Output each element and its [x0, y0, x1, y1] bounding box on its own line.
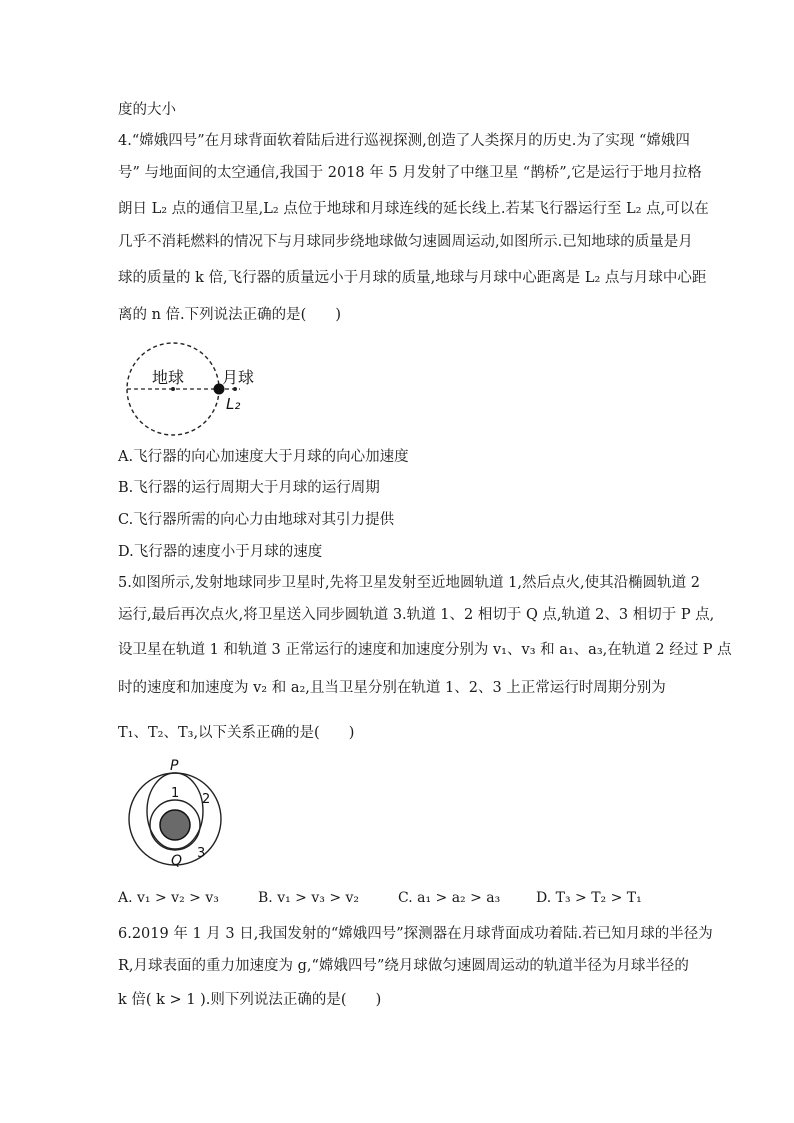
earth-center-dot: [171, 387, 175, 391]
q6-line-3: k 倍( k > 1 ).则下列说法正确的是( ): [118, 992, 382, 1008]
earth-label: 地球: [152, 368, 185, 387]
q5-option-b: B. v₁ > v₃ > v₂: [258, 890, 360, 906]
top-fragment: 度的大小: [118, 102, 176, 118]
moon-label: 月球: [222, 368, 255, 387]
l2-label: L₂: [226, 395, 241, 413]
q4-line-4: 几乎不消耗燃料的情况下与月球同步绕地球做匀速圆周运动,如图所示.已知地球的质量是月: [118, 234, 693, 250]
q5-line-2: 运行,最后再次点火,将卫星送入同步圆轨道 3.轨道 1、2 相切于 Q 点,轨道 2、3 相切于 P 点,: [118, 607, 715, 623]
q5-option-d: D. T₃ > T₂ > T₁: [536, 890, 642, 906]
q5-line-4: 时的速度和加速度为 v₂ 和 a₂,且当卫星分别在轨道 1、2、3 上正常运行时周期分别为: [118, 680, 666, 696]
q5-option-a: A. v₁ > v₂ > v₃: [118, 890, 219, 906]
label-orbit-2: 2: [202, 792, 211, 807]
q4-line-6: 离的 n 倍.下列说法正确的是( ): [118, 307, 341, 323]
q4-option-d: D.飞行器的速度小于月球的速度: [118, 544, 323, 560]
q4-line-2: 号” 与地面间的太空通信,我国于 2018 年 5 月发射了中继卫星 “鹊桥”,它是运行于地月拉格: [118, 165, 702, 181]
label-orbit-1: 1: [171, 786, 180, 801]
q5-line-1: 5.如图所示,发射地球同步卫星时,先将卫星发射至近地圆轨道 1,然后点火,使其沿椭圆轨道 2: [118, 575, 700, 591]
q4-option-c: C.飞行器所需的向心力由地球对其引力提供: [118, 512, 395, 528]
q4-line-5: 球的质量的 k 倍,飞行器的质量远小于月球的质量,地球与月球中心距离是 L₂ 点与月球中心距: [118, 270, 707, 286]
satellite-orbits-diagram: [118, 757, 228, 869]
q4-line-1: 4.“嫦娥四号”在月球背面软着陆后进行巡视探测,创造了人类探月的历史.为了实现 “嫦娥四: [118, 133, 690, 149]
l2-point-dot: [233, 387, 237, 391]
q6-line-1: 6.2019 年 1 月 3 日,我国发射的“嫦娥四号”探测器在月球背面成功着陆.若已知月球的半径为: [118, 926, 713, 942]
q5-line-5: T₁、T₂、T₃,以下关系正确的是( ): [118, 725, 355, 741]
q5-option-c: C. a₁ > a₂ > a₃: [398, 890, 501, 906]
earth-disk: [160, 810, 190, 840]
label-p: P: [170, 758, 179, 774]
label-orbit-3: 3: [197, 846, 206, 861]
q4-option-b: B.飞行器的运行周期大于月球的运行周期: [118, 480, 380, 496]
q5-line-3: 设卫星在轨道 1 和轨道 3 正常运行的速度和加速度分别为 v₁、v₃ 和 a₁、a₃,在轨道 2 经过 P 点: [118, 642, 732, 658]
q4-option-a: A.飞行器的向心加速度大于月球的向心加速度: [118, 449, 409, 465]
q4-line-3: 朗日 L₂ 点的通信卫星,L₂ 点位于地球和月球连线的延长线上.若某飞行器运行至 L₂ 点,可以在: [118, 201, 709, 217]
earth-moon-l2-diagram: [118, 340, 268, 440]
label-q: Q: [171, 853, 183, 869]
q6-line-2: R,月球表面的重力加速度为 g,“嫦娥四号”绕月球做匀速圆周运动的轨道半径为月球半径的: [118, 958, 689, 974]
